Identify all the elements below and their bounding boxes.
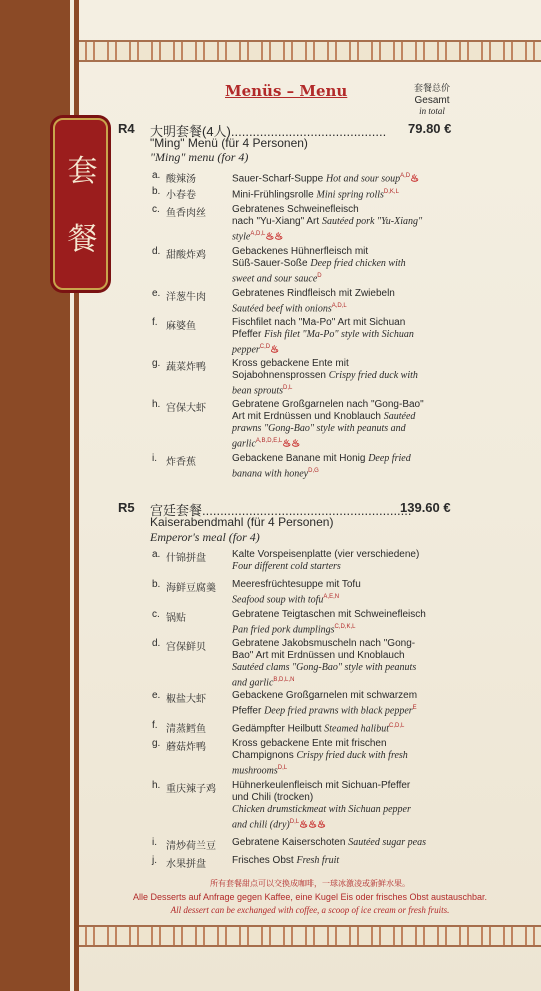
item-name-zh: 锅贴 bbox=[166, 613, 186, 624]
item-name-en: bean sprouts bbox=[232, 385, 284, 397]
item-letter: e. bbox=[152, 690, 161, 701]
item-name-zh: 海鲜豆腐羹 bbox=[166, 583, 216, 594]
item-name-en: banana with honey bbox=[232, 468, 309, 480]
item-name-en: Hot and sour soup bbox=[325, 173, 401, 185]
allergen-codes: C,D,K,L bbox=[334, 624, 356, 630]
page-title: Menüs – Menu bbox=[225, 82, 348, 100]
allergen-codes: D bbox=[317, 273, 322, 279]
item-desc bbox=[232, 170, 456, 185]
item-letter: a. bbox=[152, 549, 161, 560]
item-name-de: Gebackenes Hühnerfleisch mit bbox=[232, 246, 369, 257]
item-name-de: Kross gebackene Ente mit frischen bbox=[232, 738, 387, 749]
item-name-de: Gebratene Großgarnelen nach "Gong-Bao" bbox=[232, 399, 424, 410]
item-name-en: mushrooms bbox=[232, 765, 278, 777]
item-letter: d. bbox=[152, 246, 161, 257]
allergen-codes: D,L bbox=[289, 819, 300, 825]
item-name-de: Gebratene Kaiserschoten bbox=[232, 837, 346, 848]
item-letter: a. bbox=[152, 170, 161, 181]
item-letter: b. bbox=[152, 186, 161, 197]
item-desc bbox=[232, 549, 456, 573]
total-label bbox=[392, 84, 472, 117]
footer-note-zh: 所有套餐甜点可以交换成咖啡，一球冰激凌或新鲜水果。 bbox=[210, 879, 410, 888]
item-desc bbox=[232, 317, 456, 356]
item-name-zh: 水果拼盘 bbox=[166, 859, 206, 870]
allergen-codes: E bbox=[412, 705, 417, 711]
item-desc bbox=[232, 690, 456, 717]
item-name-en: Sautéed clams "Gong-Bao" style with peanuts bbox=[232, 662, 417, 673]
item-name-en: Fish filet "Ma-Po" style with Sichuan bbox=[264, 329, 414, 340]
item-name-zh: 酸辣汤 bbox=[166, 174, 196, 185]
item-letter: d. bbox=[152, 638, 161, 649]
menu-r4-dots: ........................................... bbox=[230, 124, 387, 139]
item-name-en: Deep fried prawns with black pepper bbox=[264, 705, 413, 717]
item-name-zh: 宫保大虾 bbox=[166, 403, 206, 414]
item-letter: c. bbox=[152, 204, 160, 215]
category-char-1: 套 bbox=[67, 154, 98, 189]
item-name-en: pepper bbox=[232, 344, 260, 356]
chili-icon: ♨♨♨ bbox=[299, 819, 327, 831]
item-letter: g. bbox=[152, 738, 161, 749]
item-name-zh: 炸香蕉 bbox=[166, 457, 196, 468]
item-name-en: Deep fried bbox=[368, 453, 411, 464]
item-name-de: Frisches Obst bbox=[232, 855, 294, 866]
item-name-zh: 洋葱牛肉 bbox=[166, 292, 206, 303]
item-name-de: Gebackene Großgarnelen mit schwarzem bbox=[232, 690, 418, 701]
menu-r4-code: R4 bbox=[118, 121, 135, 136]
item-name-de: Meeresfrüchtesuppe mit Tofu bbox=[232, 579, 361, 590]
item-desc bbox=[232, 720, 456, 735]
item-desc bbox=[232, 358, 456, 397]
item-name-de: Gedämpfter Heilbutt bbox=[232, 723, 322, 735]
item-name-en: Chicken drumstickmeat with Sichuan pepper bbox=[232, 804, 411, 815]
chili-icon: ♨♨ bbox=[282, 438, 301, 450]
item-name-zh: 什锦拼盘 bbox=[166, 553, 206, 564]
item-name-de: Gebratene Jakobsmuscheln nach "Gong- bbox=[232, 638, 416, 649]
menu-r5-dots: .......................................................... bbox=[202, 503, 412, 518]
item-desc bbox=[232, 204, 456, 243]
item-name-de: Mini-Frühlingsrolle bbox=[232, 189, 314, 201]
item-desc bbox=[232, 609, 456, 636]
total-label-de: Gesamt bbox=[414, 95, 450, 106]
item-letter: g. bbox=[152, 358, 161, 369]
item-name-en: Crispy fried duck with bbox=[328, 370, 418, 381]
footer-note-en: All dessert can be exchanged with coffee, a scoop of ice cream or fresh fruits. bbox=[170, 905, 450, 915]
allergen-codes: D,K,L bbox=[383, 189, 399, 195]
menu-r4-name-zh: 大明套餐(4人) bbox=[150, 124, 231, 139]
menu-r4-sub-de: "Ming" Menü (für 4 Personen) bbox=[150, 136, 308, 150]
item-name-de: Gebratene Teigtaschen mit Schweinefleisch bbox=[232, 609, 426, 620]
total-label-zh: 套餐总价 bbox=[413, 84, 450, 94]
item-name-zh: 椒盐大虾 bbox=[166, 694, 206, 705]
allergen-codes: A,D bbox=[400, 173, 411, 179]
item-name-zh: 小春卷 bbox=[166, 190, 196, 201]
item-desc bbox=[232, 579, 456, 606]
item-name-de: Sauer-Scharf-Suppe bbox=[232, 173, 324, 185]
item-desc bbox=[232, 855, 456, 867]
category-tag bbox=[53, 118, 108, 290]
item-name-de: Art mit Erdnüssen und Knoblauch bbox=[232, 411, 381, 422]
item-name-de: Pfeffer bbox=[232, 705, 262, 717]
item-name-zh: 重庆辣子鸡 bbox=[166, 784, 216, 795]
item-letter: j. bbox=[152, 855, 157, 866]
item-name-en: Pan fried pork dumplings bbox=[232, 624, 335, 636]
allergen-codes: D,L bbox=[277, 765, 288, 771]
item-letter: h. bbox=[152, 399, 161, 410]
item-name-en: Crispy fried duck with fresh bbox=[296, 750, 408, 761]
item-letter: i. bbox=[152, 453, 157, 464]
item-desc bbox=[232, 780, 456, 831]
menu-r5-sub-en: Emperor's meal (for 4) bbox=[150, 530, 260, 544]
item-name-zh: 蔬菜炸鸭 bbox=[166, 362, 206, 373]
item-desc bbox=[232, 288, 456, 315]
item-name-en: and garlic bbox=[232, 677, 274, 689]
item-letter: c. bbox=[152, 609, 160, 620]
item-name-de: Bao" Art mit Erdnüssen und Knoblauch bbox=[232, 650, 405, 661]
item-name-de: Gebratenes Rindfleisch mit Zwiebeln bbox=[232, 288, 395, 299]
item-name-de: Sojabohnensprossen bbox=[232, 370, 326, 381]
item-desc bbox=[232, 186, 456, 201]
item-letter: b. bbox=[152, 579, 161, 590]
item-name-en: Four different cold starters bbox=[232, 561, 341, 572]
menu-r4-price: 79.80 € bbox=[408, 121, 452, 136]
item-letter: f. bbox=[152, 720, 158, 731]
item-letter: f. bbox=[152, 317, 158, 328]
item-name-zh: 蘑菇炸鸭 bbox=[166, 742, 206, 753]
allergen-codes: C,D,L bbox=[389, 723, 405, 729]
allergen-codes: A,E,N bbox=[323, 594, 340, 600]
item-name-zh: 清蒸鳕鱼 bbox=[166, 724, 206, 735]
allergen-codes: B,D,L,N bbox=[273, 677, 295, 683]
item-name-en: Deep fried chicken with bbox=[310, 258, 406, 269]
allergen-codes: C,D bbox=[259, 344, 271, 350]
allergen-codes: A,B,D,E,L bbox=[255, 438, 283, 444]
item-name-en: Sautéed beef with onions bbox=[232, 303, 332, 315]
item-desc bbox=[232, 399, 456, 450]
item-name-en: and chili (dry) bbox=[232, 819, 290, 831]
item-name-zh: 麻婆鱼 bbox=[166, 321, 196, 332]
item-name-de: Hühnerkeulenfleisch mit Sichuan-Pfeffer bbox=[232, 780, 411, 791]
item-name-en: Sautéed bbox=[383, 411, 416, 422]
fret-border-top bbox=[79, 40, 541, 62]
item-name-de: Gebratenes Schweinefleisch bbox=[232, 204, 359, 215]
item-name-zh: 甜酸炸鸡 bbox=[166, 250, 206, 261]
fret-border-bottom bbox=[79, 925, 541, 947]
item-name-de: und Chili (trocken) bbox=[232, 792, 314, 803]
item-desc bbox=[232, 837, 456, 849]
item-name-en: garlic bbox=[232, 438, 256, 450]
allergen-codes: D,L bbox=[283, 385, 293, 391]
item-name-de: Kross gebackene Ente mit bbox=[232, 358, 349, 369]
item-name-zh: 宫保鲜贝 bbox=[166, 642, 206, 653]
item-name-de: nach "Yu-Xiang" Art bbox=[232, 216, 320, 227]
total-label-en: in total bbox=[419, 106, 445, 116]
item-desc bbox=[232, 638, 456, 689]
item-name-en: Steamed halibut bbox=[324, 723, 389, 735]
item-name-zh: 鱼香肉丝 bbox=[166, 208, 206, 219]
item-desc bbox=[232, 246, 456, 285]
item-name-de: Pfeffer bbox=[232, 329, 262, 340]
item-desc bbox=[232, 738, 456, 777]
item-name-en: Fresh fruit bbox=[296, 855, 340, 866]
chili-icon: ♨♨ bbox=[265, 231, 284, 243]
item-name-en: Mini spring rolls bbox=[316, 189, 384, 201]
item-name-en: prawns "Gong-Bao" style with peanuts and bbox=[232, 423, 406, 434]
menu-r5-code: R5 bbox=[118, 500, 135, 515]
chili-icon: ♨ bbox=[410, 173, 420, 185]
item-name-de: Champignons bbox=[232, 750, 294, 761]
footer-note-de: Alle Desserts auf Anfrage gegen Kaffee, eine Kugel Eis oder frisches Obst austauschbar. bbox=[132, 892, 488, 902]
item-name-de: Gebackene Banane mit Honig bbox=[232, 453, 366, 464]
item-name-en: Seafood soup with tofu bbox=[232, 594, 324, 606]
allergen-codes: A,D,L bbox=[331, 303, 347, 309]
item-name-zh: 清炒荷兰豆 bbox=[166, 841, 216, 852]
allergen-codes: D,G bbox=[308, 468, 319, 474]
menu-r5-sub-de: Kaiserabendmahl (für 4 Personen) bbox=[150, 515, 334, 529]
menu-r5-price: 139.60 € bbox=[400, 500, 451, 515]
item-name-de: Fischfilet nach "Ma-Po" Art mit Sichuan bbox=[232, 317, 406, 328]
chili-icon: ♨ bbox=[270, 344, 280, 356]
item-desc bbox=[232, 453, 456, 480]
item-name-de: Süß-Sauer-Soße bbox=[232, 258, 308, 269]
item-letter: h. bbox=[152, 780, 161, 791]
item-name-en: style bbox=[232, 231, 251, 243]
menu-r5-name-zh: 宫廷套餐 bbox=[150, 503, 203, 518]
menu-r4-sub-en: "Ming" menu (for 4) bbox=[150, 150, 249, 164]
item-letter: e. bbox=[152, 288, 161, 299]
category-char-2: 餐 bbox=[67, 222, 98, 257]
item-name-en: Sautéed pork "Yu-Xiang" bbox=[321, 216, 423, 227]
item-name-en: Sautéed sugar peas bbox=[348, 837, 426, 848]
item-name-en: sweet and sour sauce bbox=[232, 273, 318, 285]
item-letter: i. bbox=[152, 837, 157, 848]
item-name-de: Kalte Vorspeisenplatte (vier verschiedene) bbox=[232, 549, 420, 560]
allergen-codes: A,D,L bbox=[250, 231, 266, 237]
